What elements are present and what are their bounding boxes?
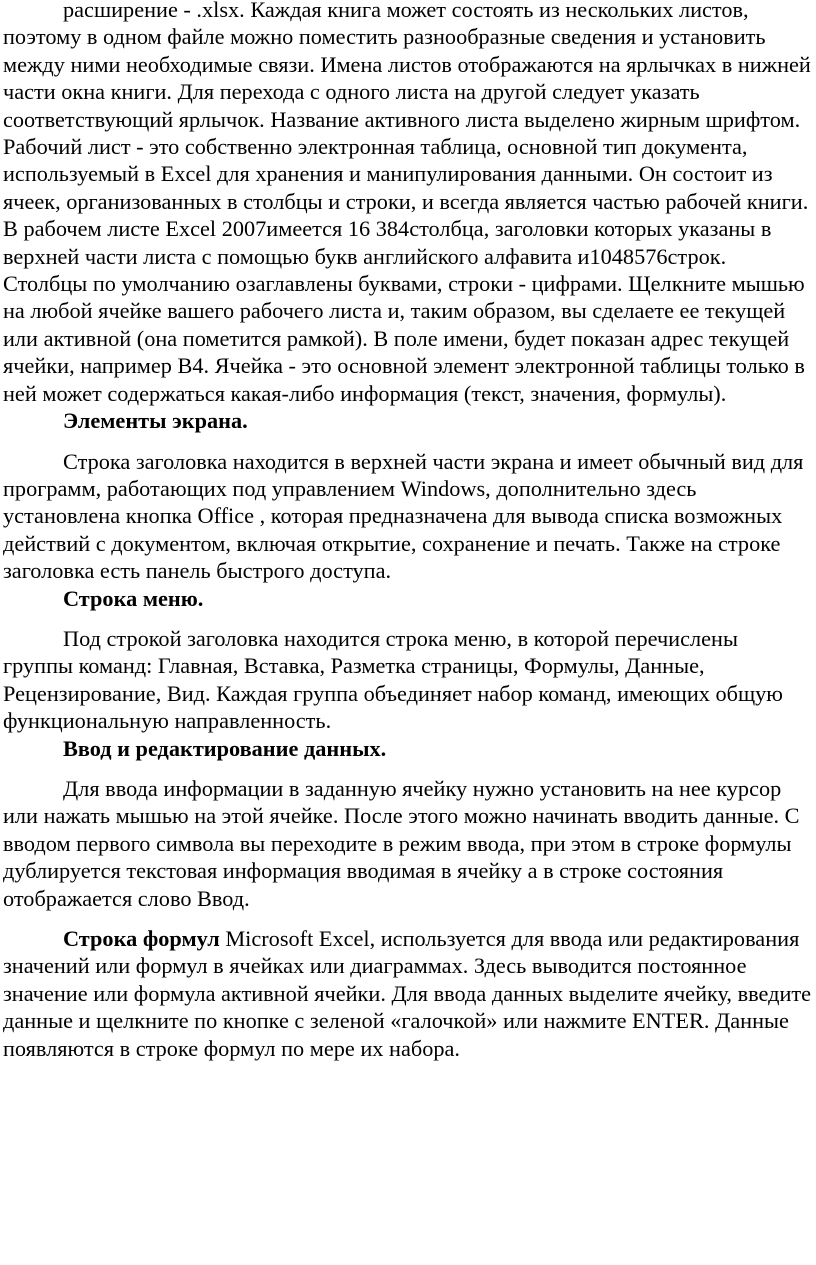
formula-bar-text: Microsoft Excel, используется для ввода или редактирования значений или формул в ячейках или диаграммах. Здесь выводится постоянное значение или формула активной ячейки. Для ввода данных выделите ячейку, введите данные и щелкните по кнопке с зеленой «галочкой» или нажмите ENTER. Данные появляются в строке формул по мере их набора. bbox=[3, 926, 812, 1061]
formula-bar-heading: Строка формул bbox=[63, 926, 220, 951]
menu-bar-paragraph: Под строкой заголовка находится строка меню, в которой перечислены группы команд: Главная, Вставка, Разметка страницы, Формулы, Данные, Рецензирование, Вид. Каждая группа объединяет набор команд, имеющих общую функциональную направленность. bbox=[3, 625, 783, 734]
data-entry-paragraph: Для ввода информации в заданную ячейку нужно установить на нее курсор или нажать мышью на этой ячейке. После этого можно начинать вводить данные. С вводом первого символа вы переходите в режим ввода, при этом в строке формулы дублируется текстовая информация вводимая в ячейку а в строке состояния отображается слово Ввод. bbox=[3, 775, 800, 911]
section-heading-menu-bar: Строка меню. bbox=[63, 585, 204, 611]
section-heading-screen-elements: Элементы экрана. bbox=[63, 408, 248, 434]
screen-elements-paragraph: Строка заголовка находится в верхней части экрана и имеет обычный вид для программ, работающих под управлением Windows, дополнительно здесь установлена кнопка Office , которая предназначена для вывода списка возможных действий с документом, включая открытие, сохранение и печать. Также на строке заголовка есть панель быстрого доступа. bbox=[3, 448, 804, 584]
section-heading-data-entry: Ввод и редактирование данных. bbox=[63, 735, 387, 761]
intro-paragraph: расширение - .xlsx. Каждая книга может состоять из нескольких листов, поэтому в одном файле можно поместить разнообразные сведения и установить между ними необходимые связи. Имена листов отображаются на ярлычках в нижней части окна книги. Для перехода с одного листа на другой следует указать соответствующий ярлычок. Название активного листа выделено жирным шрифтом. Рабочий лист - это собственно электронная таблица, основной тип документа, используемый в Excel для хранения и манипулирования данными. Он состоит из ячеек, организованных в столбцы и строки, и всегда является частью рабочей книги. В рабочем листе Excel 2007имеется 16 384столбца, заголовки которых указаны в верхней части листа с помощью букв английского алфавита и1048576строк. Столбцы по умолчанию озаглавлены буквами, строки - цифрами. Щелкните мышью на любой ячейке вашего рабочего листа и, таким образом, вы сделаете ее текущей или активной (она пометится рамкой). В поле имени, будет показан адрес текущей ячейки, например В4. Ячейка - это основной элемент электронной таблицы только в ней может содержаться какая-либо информация (текст, значения, формулы). bbox=[3, 0, 811, 406]
formula-bar-paragraph bbox=[3, 925, 812, 1062]
